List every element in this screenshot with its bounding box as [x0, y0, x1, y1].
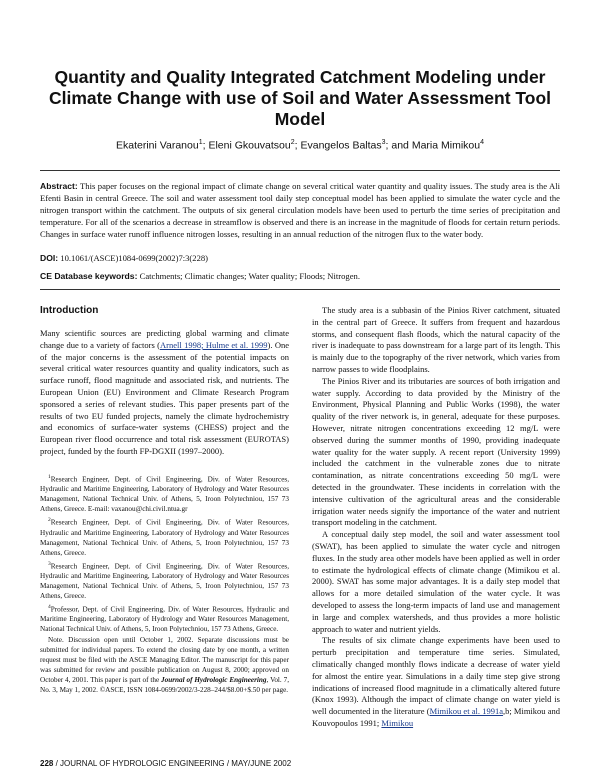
footnote — [40, 472, 289, 514]
author-affiliation-mark: 3 — [381, 139, 386, 146]
citation-link[interactable]: Mimikou — [381, 717, 414, 728]
keywords-line — [40, 271, 560, 281]
footnote — [40, 559, 289, 601]
abstract — [40, 180, 560, 240]
note-text-b: , Vol. 7, No. 3, May 1, 2002. ©ASCE, ISSN 1084-0699/2002/3-228–244/$8.00+$.50 per page. — [40, 676, 289, 695]
author-name: Evangelos Baltas — [300, 139, 382, 152]
author-affiliation-mark: 2 — [290, 139, 295, 146]
body-paragraph: A conceptual daily step model, the soil and water assessment tool (SWAT), has been applied to simulate the water cycle and nitrogen fluxes. In the study area other models have been applied as well in order to estimate the hydrological effects of climate change (Mimikou et al. 2000). SWAT has some major advantages. It is a daily step model that allows for a more detailed simulation of the water cycle. It was developed to assess the long-term impacts of land use and management in large and complex watersheds, and thus provides a more holistic approach to water and nutrient yields. — [312, 529, 560, 634]
doi-line — [40, 253, 560, 263]
page-number: 228 — [40, 759, 54, 768]
footnotes — [40, 472, 289, 635]
body-text-a: The results of six climate change experiments have been used to perturb precipitation and temperature time series. Simulated, climatically changed monthly flows indicate a decrease of water yield for almost the entire year. Simulations in a daily time step give strong indications of increased flood magnitude in a climatically altered future (Knox 1993). Although the impact of climate change on water yield is well documented in the literature ( — [312, 635, 560, 717]
footnote-text: Research Engineer, Dept. of Civil Engineering, Div. of Water Resources, Hydraulic and Maritime Engineering, Laboratory of Hydrology and Water Resources Management, National Technical Univ. of Athens, 5, Iroon Polytechniou, 157 73 Athens, Greece. — [40, 561, 289, 600]
author-affiliation-mark: 1 — [198, 139, 203, 146]
author-affiliation-mark: 4 — [480, 139, 484, 146]
submission-note — [40, 635, 289, 695]
footnote-mark: 4 — [48, 603, 51, 610]
author-separator: ; and — [385, 139, 412, 152]
footnote — [40, 602, 289, 634]
journal-running-head: / JOURNAL OF HYDROLOGIC ENGINEERING / MAY/JUNE 2002 — [53, 759, 292, 768]
doi-value[interactable]: 10.1061/(ASCE)1084-0699(2002)7:3(228) — [60, 253, 209, 263]
footnote-text: Professor, Dept. of Civil Engineering, Div. of Water Resources, Hydraulic and Maritime Engineering, Laboratory of Hydrology and Water Resources Management, National Technical Univ. of Athens, 5, Iroon Polytechniou, 157 73 Athens, Greece. — [40, 605, 289, 634]
intro-paragraph — [40, 328, 289, 458]
keywords-value: Catchments; Climatic changes; Water quality; Floods; Nitrogen. — [139, 271, 360, 281]
divider-bottom — [40, 289, 560, 290]
author-name: Ekaterini Varanou — [116, 139, 199, 152]
paper-title: Quantity and Quality Integrated Catchment Modeling under Climate Change with use of Soil and Water Assessment Tool Model — [48, 67, 552, 129]
keywords-label: CE Database keywords: — [40, 271, 138, 281]
footnote — [40, 515, 289, 557]
author-name: Eleni Gkouvatsou — [208, 139, 291, 152]
body-paragraph — [312, 635, 560, 729]
footnote-mark: 2 — [48, 517, 51, 524]
author-separator: ; — [294, 139, 301, 152]
citation-link[interactable]: Arnell 1998; Hulme et al. 1999 — [160, 339, 268, 350]
intro-text-b: ). One of the major concerns is the assessment of the potential impacts on several critical water resources quantity and quality indicators, such as surface runoff, flood magnitude and associated risk, and nutrients. The European Union (EU) Environment and Climate Research Program sponsored a series of relevant studies. This paper presents part of the results of two EU funded projects, namely the climate hydrochemistry and economics of surface-water systems (CHESS) project and the European river flood occurrence and total risk assessment (EUROTAS) project, funded by the fourth FP-DGXII (1997–2000). — [40, 339, 289, 456]
body-paragraph: The study area is a subbasin of the Pinios River catchment, situated in the central part of Greece. It suffers from frequent and hazardous storms, and consequent flash floods, which the natural capacity of the river is inadequate to pass downstream for a large part of its length. This is mainly due to the topography of the river network, which varies from narrow passes to wide floodplains. — [312, 305, 560, 374]
abstract-label: Abstract: — [40, 181, 78, 191]
note-text-a: Note. Discussion open until October 1, 2002. Separate discussions must be submitted for individual papers. To extend the closing date by one month, a written request must be filed with the ASCE Managing Editor. The manuscript for this paper was submitted for review and possible publication on August 8, 2000; approved on October 4, 2001. This paper is part of the — [40, 636, 289, 685]
journal-name: Journal of Hydrologic Engineering — [161, 676, 267, 685]
divider-top — [40, 170, 560, 171]
intro-text-a: Many scientific sources are predicting global warming and climate change due to a variety of factors ( — [40, 328, 289, 350]
footnote-text: Research Engineer, Dept. of Civil Engineering, Div. of Water Resources, Hydraulic and Maritime Engineering, Laboratory of Hydrology and Water Resources Management, National Technical Univ. of Athens, 5, Iroon Polytechniou, 157 73 Athens, Greece. — [40, 518, 289, 557]
introduction-heading: Introduction — [40, 305, 99, 316]
doi-label: DOI: — [40, 253, 59, 263]
right-column — [312, 305, 560, 730]
footnote-text: Research Engineer, Dept. of Civil Engineering, Div. of Water Resources, Hydraulic and Maritime Engineering, Laboratory of Hydrology and Water Resources Management, National Technical Univ. of Athens, 5, Iroon Polytechniou, 157 73 Athens, Greece. E-mail: vaxanou@chi.civil.ntua.gr — [40, 475, 289, 514]
left-column — [40, 305, 289, 696]
body-paragraph: The Pinios River and its tributaries are sources of both irrigation and water supply. According to data provided by the Ministry of the Environment, Physical Planning and Public Works (1998), the water quality of the river network is, in general, adequate for these purposes. However, nitrate nitrogen concentrations exceeding 12 mg/L were observed during the summer months of 1990, providing inadequate water quality for the water supply. A recent report (University 1999) included the catchment in the vulnerable zones due to nitrate contamination, as nitrate concentrations exceeding 50 mg/L were detected in the groundwater. These incidents in correlation with the intensive cultivation of the agricultural areas and the considerable irrigation water needs signify the importance of the water and nutrient transport modeling in the catchment. — [312, 375, 560, 528]
footnote-mark: 1 — [48, 473, 51, 480]
page-footer — [40, 759, 291, 768]
author-name: Maria Mimikou — [411, 139, 481, 152]
author-separator: ; — [202, 139, 209, 152]
footnote-mark: 3 — [48, 560, 51, 567]
abstract-text: This paper focuses on the regional impact of climate change on several critical water quantity and quality issues. The study area is the Ali Efenti Basin in central Greece. The soil and water assessment tool daily step conceptual model has been applied to simulate the water cycle and the nitrogen transport within the catchment. The outputs of six general circulation models have been used to perturb the time series of precipitation and temperature. For all of the scenarios a decrease in streamflow is observed and there is an increase in the magnitude of floods for certain return periods. Changes in surface water runoff influence nitrogen losses, resulting in an annual reduction of the nitrogen flux to the water body. — [40, 181, 560, 239]
citation-link[interactable]: Mimikou et al. 1991a — [429, 706, 503, 717]
body-text-b: ,b; Mimikou and Kouvopoulos 1991; — [312, 706, 561, 728]
author-list — [40, 139, 560, 152]
